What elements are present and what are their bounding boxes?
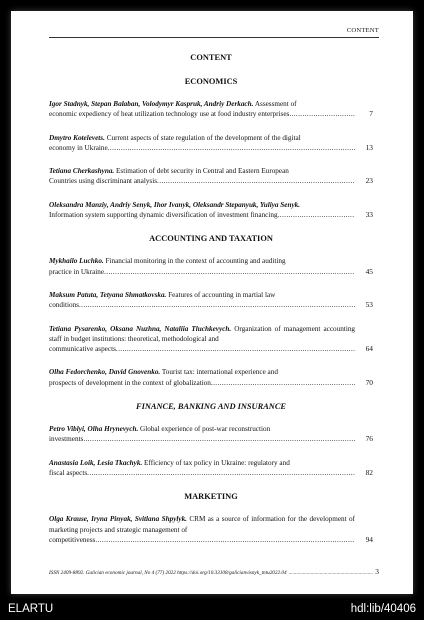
toc-entry[interactable]: [49, 514, 373, 545]
entry-title-end: [49, 300, 355, 310]
entry-title: Organization of management accounting staff in budget institutions: theoretical, methodological and: [49, 324, 356, 343]
toc-entry[interactable]: [49, 290, 373, 311]
entry-title-tail: Information system supporting dynamic diversification of investment financing: [49, 211, 278, 220]
toc-entry[interactable]: [49, 133, 373, 154]
dot-leader: [83, 434, 355, 444]
page-title: CONTENT: [190, 53, 232, 62]
entry-title-end: [49, 378, 355, 388]
entry-authors: Mykhailo Luchko.: [49, 257, 104, 266]
table-of-contents: [49, 53, 373, 559]
repository-label: ELARTU: [8, 603, 54, 615]
dot-leader: [116, 344, 355, 354]
entry-authors: Maksum Patuta, Tetyana Shmatkovska.: [49, 290, 167, 299]
dot-leader: [211, 378, 355, 388]
dot-leader: [108, 143, 355, 153]
entry-title: Assessment of: [254, 100, 297, 108]
entry-page-number: 7: [369, 109, 373, 119]
entry-title-end: [49, 210, 355, 220]
entry-heading-line: [49, 367, 355, 377]
entry-title-end: [49, 535, 355, 545]
section-entries: [49, 99, 373, 220]
entry-title-end: [49, 109, 355, 119]
entry-heading-line: [49, 424, 355, 434]
entry-title: Efficiency of tax policy in Ukraine: regulatory and: [144, 458, 290, 467]
dot-leader: [278, 210, 355, 220]
entry-authors: Tetiana Pysarenko, Oksana Nuzhna, Nataliia Tluchkevych.: [49, 324, 232, 333]
dot-leader: [289, 109, 355, 119]
toc-entry[interactable]: [49, 324, 373, 355]
entry-page-number: 13: [365, 142, 373, 152]
toc-entry[interactable]: [49, 99, 373, 120]
toc-sections: [49, 77, 373, 545]
entry-title-end: [49, 267, 355, 277]
entry-page-number: 53: [365, 300, 373, 310]
toc-entry[interactable]: [49, 424, 373, 445]
entry-title-tail: economic expediency of heat utilization technology use at food industry enterprises: [49, 110, 290, 119]
entry-title-tail: competitiveness: [49, 535, 96, 544]
entry-title-end: [49, 434, 355, 444]
entry-title-tail: investments: [49, 435, 84, 444]
entry-page-number: 76: [365, 434, 373, 444]
entry-title: Financial monitoring in the context of accounting and auditing: [105, 257, 286, 266]
entry-heading-line: [49, 200, 355, 210]
entry-page-number: 64: [365, 344, 373, 354]
section-heading: ECONOMICS: [184, 77, 238, 86]
header-rule: [49, 37, 379, 38]
entry-title-end: [49, 468, 355, 478]
dot-leader: [104, 267, 355, 277]
entry-title-tail: communicative aspects: [49, 345, 116, 354]
entry-title-tail: practice in Ukraine: [49, 267, 105, 276]
entry-authors: Tetiana Cherkashyna.: [49, 167, 115, 176]
entry-title-end: [49, 143, 355, 153]
dot-leader: [95, 535, 355, 545]
entry-heading-line: [49, 458, 355, 468]
handle-link[interactable]: hdl:lib/40406: [350, 603, 416, 615]
viewer-bottom-bar: [0, 598, 424, 620]
entry-heading-line: [49, 514, 355, 535]
toc-entry[interactable]: [49, 166, 373, 187]
document-page: [11, 11, 413, 594]
entry-title-tail: Countries using discriminant analysis: [49, 177, 158, 186]
entry-authors: Olga Krause, Iryna Pinyak, Svitlana Shpylyk.: [49, 515, 187, 524]
entry-title-tail: fiscal aspects: [49, 468, 88, 477]
entry-authors: Petro Viblyi, Olha Hrynevych.: [49, 425, 139, 434]
running-head: CONTENT: [346, 27, 379, 34]
section-entries: [49, 514, 373, 545]
entry-title: Estimation of debt security in Central and Eastern European: [116, 167, 289, 176]
entry-title: CRM as a source of information for the development of marketing projects and strategic management of: [49, 515, 356, 534]
entry-heading-line: [49, 256, 355, 266]
entry-title-end: [49, 176, 355, 186]
toc-entry[interactable]: [49, 200, 373, 221]
entry-heading-line: [49, 133, 355, 143]
entry-title: Features of accounting in martial law: [168, 290, 276, 299]
entry-title-tail: economy in Ukraine: [49, 143, 108, 152]
dot-leader: [79, 300, 355, 310]
entry-title-tail: prospects of development in the context of globalization: [49, 378, 211, 387]
dot-leader: [157, 176, 355, 186]
entry-heading-line: [49, 166, 355, 176]
entry-title-end: [49, 344, 355, 354]
entry-heading-line: [49, 290, 355, 300]
section-heading: ACCOUNTING AND TAXATION: [149, 234, 273, 244]
section-heading: FINANCE, BANKING AND INSURANCE: [135, 402, 286, 412]
footer-page-number: 3: [375, 567, 379, 576]
entry-heading-line: [49, 324, 355, 345]
section-entries: [49, 256, 373, 388]
toc-entry[interactable]: [49, 458, 373, 479]
entry-heading-line: [49, 99, 355, 109]
entry-title-tail: conditions: [49, 301, 79, 310]
entry-title: Current aspects of state regulation of the development of the digital: [106, 133, 301, 142]
footer-leader: [289, 570, 374, 576]
entry-title: Global experience of post-war reconstruction: [140, 425, 271, 434]
entry-page-number: 94: [365, 534, 373, 544]
section-entries: [49, 424, 373, 478]
toc-entry[interactable]: [49, 256, 373, 277]
entry-title: Tourist tax: international experience and: [161, 368, 278, 377]
entry-page-number: 70: [365, 377, 373, 387]
entry-authors: Olha Fedorchenko, David Gnovenko.: [49, 368, 161, 377]
entry-authors: Oleksandra Manziy, Andriy Senyk, Ihor Ivanyk, Oleksandr Stepanyuk, Yuliya Senyk.: [49, 200, 301, 209]
entry-page-number: 33: [365, 210, 373, 220]
toc-entry[interactable]: [49, 367, 373, 388]
entry-page-number: 23: [365, 176, 373, 186]
entry-authors: Anastasia Loik, Lesia Tkachyk.: [49, 458, 143, 467]
section-heading: MARKETING: [184, 492, 238, 502]
page-footer: [49, 567, 379, 576]
entry-page-number: 82: [365, 467, 373, 477]
entry-page-number: 45: [365, 266, 373, 276]
dot-leader: [87, 468, 355, 478]
footer-citation: ISSN 2409-8892. Galician economic journal, No 4 (77) 2022 https://doi.org/10.33108/galicianvisnyk_tntu2022.04: [49, 570, 287, 576]
entry-authors: Igor Stadnyk, Stepan Balaban, Volodymyr Kaspruk, Andriy Derkach.: [49, 100, 254, 108]
entry-authors: Dmytro Kotelevets.: [49, 133, 105, 142]
